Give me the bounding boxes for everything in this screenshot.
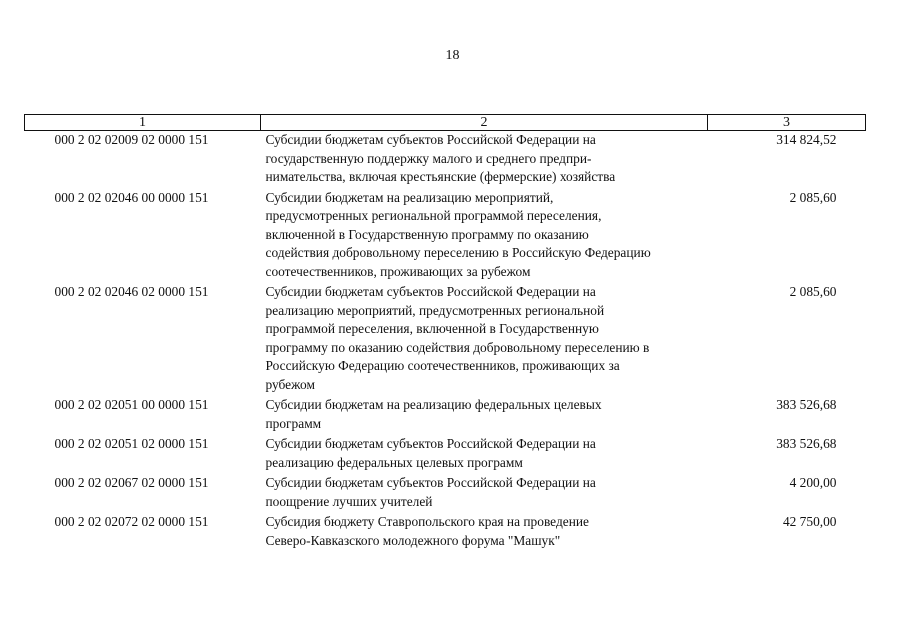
budget-amount: 2 085,60	[789, 284, 837, 299]
budget-description	[261, 394, 708, 433]
table-row	[25, 394, 866, 433]
description-line: Субсидии бюджетам субъектов Российской Федерации на	[265, 475, 596, 490]
description-line: Северо-Кавказского молодежного форума "Машук"	[265, 532, 561, 548]
budget-table	[24, 114, 866, 550]
description-line: Субсидии бюджетам субъектов Российской Федерации на	[265, 132, 596, 147]
budget-amount: 314 824,52	[776, 132, 837, 147]
description-line: Субсидии бюджетам на реализацию мероприятий,	[265, 189, 554, 205]
table-row	[25, 472, 866, 511]
budget-amount: 4 200,00	[789, 475, 837, 490]
budget-description	[261, 187, 708, 282]
description-line: государственную поддержку малого и среднего предпри-	[265, 150, 592, 166]
budget-code: 000 2 02 02067 02 0000 151	[54, 475, 209, 490]
description-line: реализацию мероприятий, предусмотренных региональной	[265, 302, 605, 318]
column-header-2: 2	[261, 115, 708, 131]
budget-description	[261, 511, 708, 550]
budget-description	[261, 131, 708, 187]
budget-code: 000 2 02 02009 02 0000 151	[54, 132, 209, 147]
column-header-1: 1	[25, 115, 261, 131]
budget-code: 000 2 02 02051 00 0000 151	[54, 397, 209, 412]
description-line: соотечественников, проживающих за рубежом	[265, 263, 531, 279]
table-header-row	[25, 115, 866, 131]
budget-amount: 2 085,60	[789, 189, 837, 205]
table-row	[25, 187, 866, 282]
description-line: рубежом	[265, 376, 315, 392]
budget-table-container	[24, 114, 865, 550]
description-line: Субсидии бюджетам субъектов Российской Федерации на	[265, 436, 596, 451]
budget-amount: 383 526,68	[776, 436, 837, 451]
column-header-3: 3	[708, 115, 866, 131]
budget-amount: 383 526,68	[776, 397, 837, 412]
description-line: содействия добровольному переселению в Российскую Федерацию	[265, 245, 651, 260]
budget-description	[261, 472, 708, 511]
description-line: реализацию федеральных целевых программ	[265, 454, 523, 470]
budget-description	[261, 281, 708, 394]
budget-amount: 42 750,00	[782, 514, 837, 529]
table-row	[25, 131, 866, 187]
description-line: включенной в Государственную программу по оказанию	[265, 226, 589, 242]
description-line: Субсидии бюджетам на реализацию федеральных целевых	[265, 397, 602, 412]
description-line: программу по оказанию содействия добровольному переселению в	[265, 339, 650, 355]
description-line: Субсидия бюджету Ставропольского края на проведение	[265, 514, 589, 529]
description-line: предусмотренных региональной программой переселения,	[265, 208, 602, 223]
budget-description	[261, 433, 708, 472]
description-line: программ	[265, 415, 322, 431]
table-body	[25, 131, 866, 551]
description-line: Российскую Федерацию соотечественников, проживающих за	[265, 358, 620, 373]
description-line: Субсидии бюджетам субъектов Российской Федерации на	[265, 284, 596, 299]
description-line: программой переселения, включенной в Государственную	[265, 321, 599, 336]
budget-code: 000 2 02 02072 02 0000 151	[54, 514, 209, 529]
budget-code: 000 2 02 02046 02 0000 151	[54, 284, 209, 299]
page-number: 18	[445, 48, 460, 63]
table-row	[25, 433, 866, 472]
description-line: поощрение лучших учителей	[265, 493, 433, 509]
description-line: нимательства, включая крестьянские (фермерские) хозяйства	[265, 169, 616, 184]
table-row	[25, 281, 866, 394]
budget-code: 000 2 02 02046 00 0000 151	[54, 189, 209, 205]
table-row	[25, 511, 866, 550]
budget-code: 000 2 02 02051 02 0000 151	[54, 436, 209, 451]
